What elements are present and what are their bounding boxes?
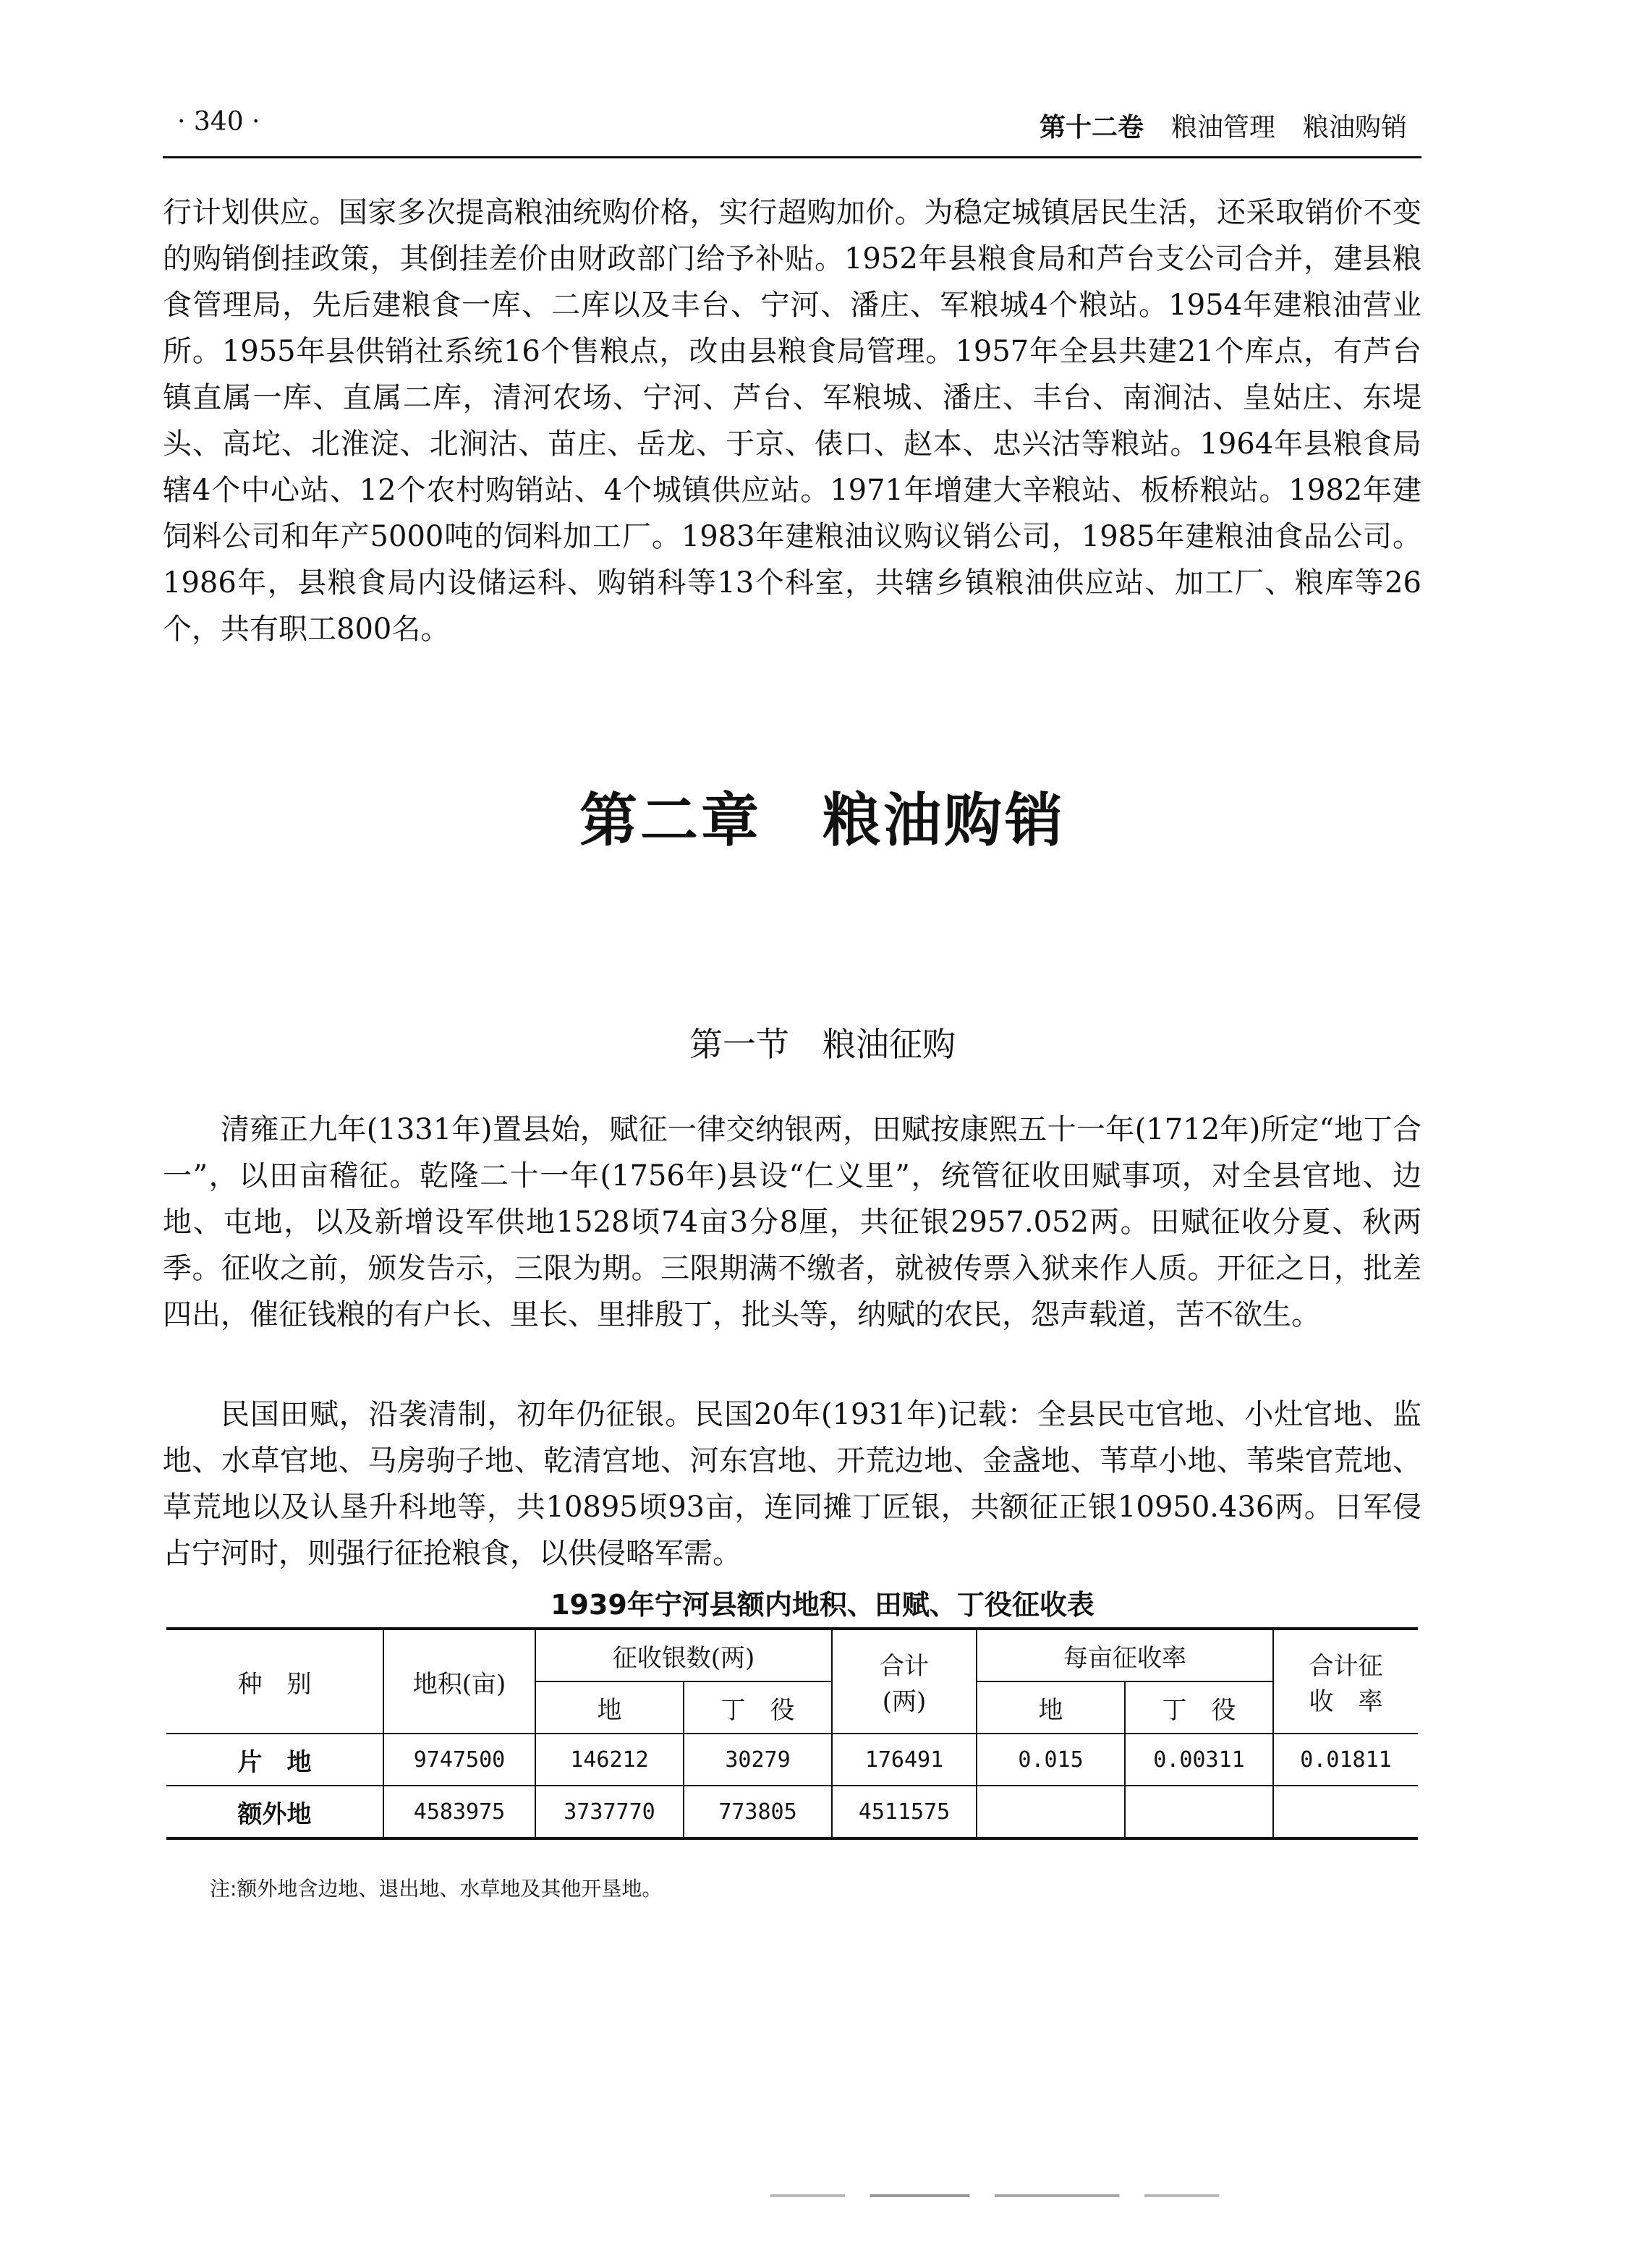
section-b: 粮油购销: [1302, 113, 1407, 142]
row-area: 9747500: [383, 1734, 535, 1786]
header-total-rate-line2: 收 率: [1309, 1687, 1383, 1716]
row-total: 176491: [832, 1734, 977, 1786]
row-rate-labor: [1125, 1786, 1273, 1838]
header-rate-group: 每亩征收率: [977, 1629, 1273, 1681]
table-note: 注:额外地含边地、退出地、水草地及其他开垦地。: [210, 1877, 663, 1901]
header-silver-labor: 丁 役: [684, 1681, 832, 1734]
row-rate-land: [977, 1786, 1125, 1838]
row-silver-land: 146212: [535, 1734, 684, 1786]
section-title: 第一节 粮油征购: [689, 1025, 956, 1064]
table-row: [166, 1734, 1418, 1786]
header-total-line1: 合计: [880, 1652, 929, 1681]
running-title: [1040, 107, 1407, 144]
running-header: [163, 101, 1421, 158]
header-total-line2: (两): [882, 1687, 927, 1716]
row-total-rate: 0.01811: [1273, 1734, 1418, 1786]
intro-paragraph: 行计划供应。国家多次提高粮油统购价格，实行超购加价。为稳定城镇居民生活，还采取销价不变的购销倒挂政策，其倒挂差价由财政部门给予补贴。1952年县粮食局和芦台支公司合并，建县粮食管理局，先后建粮食一库、二库以及丰台、宁河、潘庄、军粮城4个粮站。1954年建粮油营业所。1955年县供销社系统16个售粮点，改由县粮食局管理。1957年全县共建21个库点，有芦台镇直属一库、直属二库，清河农场、宁河、芦台、军粮城、潘庄、丰台、南涧沽、皇姑庄、东堤头、高坨、北淮淀、北涧沽、苗庄、岳龙、于京、俵口、赵本、忠兴沽等粮站。1964年县粮食局辖4个中心站、12个农村购销站、4个城镇供应站。1971年增建大辛粮站、板桥粮站。1982年建饲料公司和年产5000吨的饲料加工厂。1983年建粮油议购议销公司，1985年建粮油食品公司。1986年，县粮食局内设储运科、购销科等13个科室，共辖乡镇粮油供应站、加工厂、粮库等26个，共有职工800名。: [163, 196, 1421, 646]
header-rate-labor: 丁 役: [1125, 1681, 1273, 1734]
header-total-rate-line1: 合计征: [1309, 1652, 1383, 1681]
row-rate-land: 0.015: [977, 1734, 1125, 1786]
row-rate-labor: 0.00311: [1125, 1734, 1273, 1786]
volume-title: 第十二卷: [1039, 113, 1144, 142]
header-total-rate: [1273, 1629, 1418, 1734]
table-row: [166, 1786, 1418, 1838]
row-category: 片 地: [166, 1734, 383, 1786]
row-silver-labor: 30279: [684, 1734, 832, 1786]
section-a: 粮油管理: [1170, 113, 1275, 142]
header-total: [832, 1629, 977, 1734]
header-silver-land: 地: [535, 1681, 684, 1734]
row-category: 额外地: [166, 1786, 383, 1838]
tax-table: [166, 1627, 1418, 1840]
paragraph-2: 民国田赋，沿袭清制，初年仍征银。民国20年(1931年)记载：全县民屯官地、小灶官地、监地、水草官地、马房驹子地、乾清宫地、河东宫地、开荒边地、金盏地、苇草小地、苇柴官荒地、草荒地以及认垦升科地等，共10895顷93亩，连同摊丁匠银，共额征正银10950.436两。日军侵占宁河时，则强行征抢粮食，以供侵略军需。: [163, 1398, 1421, 1570]
scan-artifact: [745, 2194, 1244, 2197]
chapter-title: 第二章 粮油购销: [579, 787, 1066, 854]
header-category: 种 别: [166, 1629, 383, 1734]
header-rate-land: 地: [977, 1681, 1125, 1734]
header-silver-group: 征收银数(两): [535, 1629, 832, 1681]
table-header-row: [166, 1629, 1418, 1681]
row-silver-labor: 773805: [684, 1786, 832, 1838]
table-title: 1939年宁河县额内地积、田赋、丁役征收表: [551, 1589, 1094, 1621]
row-area: 4583975: [383, 1786, 535, 1838]
row-total-rate: [1273, 1786, 1418, 1838]
row-total: 4511575: [832, 1786, 977, 1838]
header-area: 地积(亩): [383, 1629, 535, 1734]
paragraph-1: 清雍正九年(1331年)置县始，赋征一律交纳银两，田赋按康熙五十一年(1712年)所定“地丁合一”，以田亩稽征。乾隆二十一年(1756年)县设“仁义里”，统管征收田赋事项，对全县官地、边地、屯地，以及新增设军供地1528顷74亩3分8厘，共征银2957.052两。田赋征收分夏、秋两季。征收之前，颁发告示，三限为期。三限期满不缴者，就被传票入狱来作人质。开征之日，批差四出，催征钱粮的有户长、里长、里排殷丁，批头等，纳赋的农民，怨声载道，苦不欲生。: [163, 1113, 1421, 1331]
row-silver-land: 3737770: [535, 1786, 684, 1838]
page-number: · 340 ·: [177, 107, 260, 137]
